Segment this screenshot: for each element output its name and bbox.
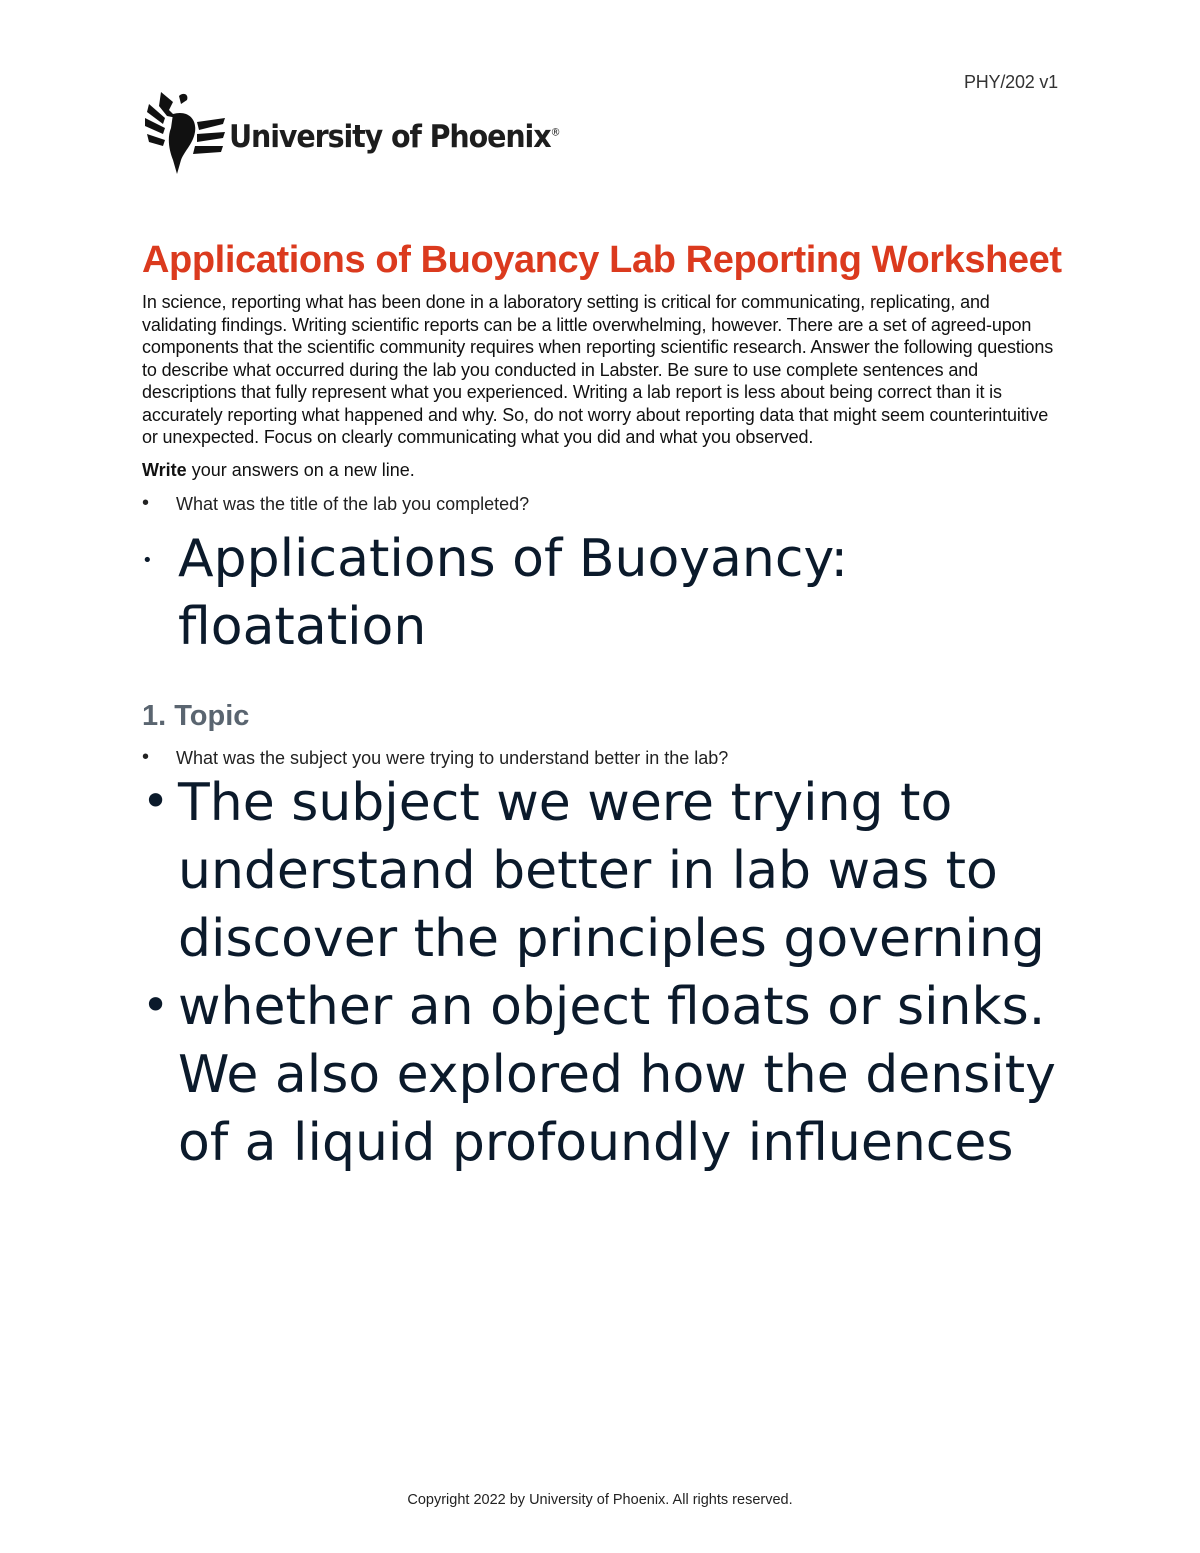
- answer-topic-part-2: • whether an object floats or sinks. We also explored how the density of a liquid profoundly influences: [142, 973, 1062, 1177]
- section-heading-topic: 1. Topic: [142, 699, 250, 732]
- phoenix-bird-icon: [143, 88, 225, 176]
- question-list: [142, 493, 1062, 515]
- worksheet-content: [142, 238, 1062, 1177]
- worksheet-title: Applications of Buoyancy Lab Reporting Worksheet: [142, 239, 1062, 281]
- answer-instruction: Write your answers on a new line.: [142, 459, 415, 480]
- answer-list: [142, 525, 1062, 661]
- question-list: [142, 747, 1062, 769]
- question-topic: • What was the subject you were trying to understand better in the lab?: [142, 747, 1062, 769]
- answer-lab-title: • Applications of Buoyancy: floatation: [142, 525, 1062, 661]
- course-code: PHY/202 v1: [963, 72, 1058, 92]
- intro-paragraph: In science, reporting what has been done in a laboratory setting is critical for communicating, replicating, and validating findings. Writing scientific reports can be a little overwhelming, however. There are a set of agreed-upon components that the scientific community requires when reporting scientific research. Answer the following questions to describe what occurred during the lab you conducted in Labster. Be sure to use complete sentences and descriptions that fully represent what you experienced. Writing a lab report is less about being correct than it is accurately reporting what happened and why. So, do not worry about reporting data that might seem counterintuitive or unexpected. Focus on clearly communicating what you did and what you observed.: [142, 292, 1054, 447]
- answer-topic-part-1: • The subject we were trying to understand better in lab was to discover the principles governing: [142, 769, 1062, 973]
- question-lab-title: • What was the title of the lab you completed?: [142, 493, 1062, 515]
- copyright-footer: Copyright 2022 by University of Phoenix. All rights reserved.: [407, 1492, 793, 1508]
- answer-list: [142, 769, 1062, 1177]
- university-logo: [143, 88, 589, 176]
- logo-wordmark: University of Phoenix®: [229, 119, 561, 155]
